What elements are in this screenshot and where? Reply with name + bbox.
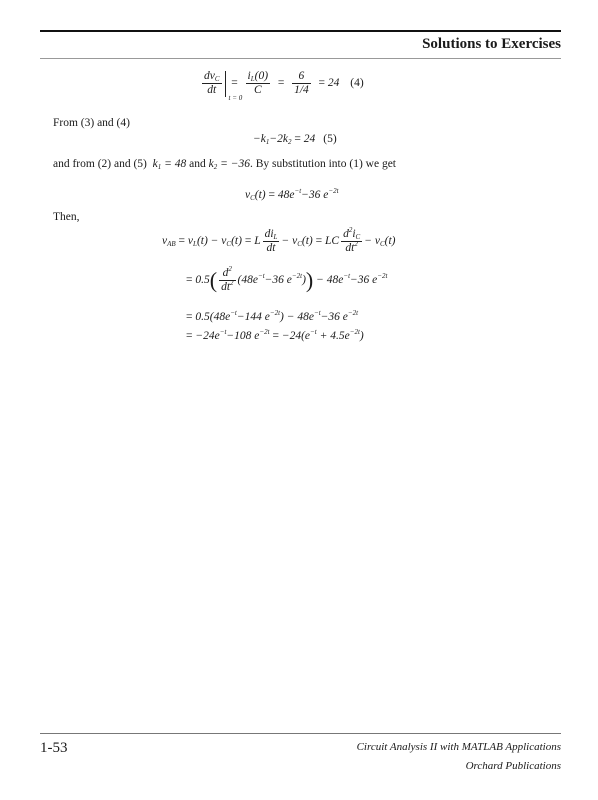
equation-vab-line4: = $-24e^{-t}-108$ $e^{-2t} = -24(e^{-t} + 4.5e^{-2t})$ <box>186 328 364 342</box>
publisher: Orchard Publications <box>465 760 561 772</box>
fraction-6-quarter: $\frac{6}{1/4}$ <box>294 70 309 96</box>
k1-value: 48 <box>174 158 187 170</box>
book-title: Circuit Analysis II with MATLAB Applications <box>356 741 561 753</box>
footer-rule <box>40 733 561 734</box>
fraction-d2ic-dt2: $\frac{d^2i_C}{dt^2}$ <box>343 226 361 254</box>
equation-vc: $v_C(t) = 48e^{-t}-36$ $e^{-2t}$ <box>245 187 339 202</box>
fraction-il0-c: $\frac{i_L(0)}{C}$ <box>247 70 269 96</box>
equation-4: $\frac{dv_C}{dt}$ t = 0 = $\frac{i_L(0)}{C}$ = $\frac{6}{1/4}$ = 24 (4) <box>204 70 364 102</box>
equation-vab-line1: $v_{AB} = v_L(t) - v_C(t) = L$ $\frac{di_L}{dt}$ − $v_C(t)$ = LC $\frac{d^2i_C}{dt^2}$ − $v_C(t)$ <box>162 226 396 254</box>
header-rule <box>40 30 561 32</box>
text-and-from-a: and from (2) and (5) <box>53 158 147 170</box>
equation-vab-line2: = 0.5( $\frac{d^2}{dt^2}$ ($48e^{-t}-36$ $e^{-2t})) - 48e^{-t}-36$ $e^{-2t}$ <box>186 265 388 293</box>
equation-vab-line3: = $0.5(48e^{-t}-144$ $e^{-2t}) - 48e^{-t}-36$ $e^{-2t}$ <box>186 309 359 323</box>
text-and-from-c: . By substitution into (1) we get <box>250 158 396 170</box>
text-then: Then, <box>53 211 80 223</box>
fraction-dvc-dt: $\frac{dv_C}{dt}$ <box>204 70 220 96</box>
k2-value: −36 <box>230 158 251 170</box>
fraction-dil-dt: $\frac{di_L}{dt}$ <box>264 228 278 254</box>
fraction-d2-dt2: $\frac{d^2}{dt^2}$ <box>221 265 234 293</box>
text-and-from <box>53 158 396 170</box>
eq4-number: (4) <box>350 77 364 90</box>
page-number: 1-53 <box>40 740 68 756</box>
k1-eq: $k_1 = 48$ <box>149 158 187 171</box>
evaluation-bar: t = 0 <box>225 71 226 97</box>
equation-5: $-k_1-2k_2 = 24$ (5) <box>253 133 337 146</box>
eq4-value: 24 <box>327 77 340 90</box>
text-from: From (3) and (4) <box>53 117 130 129</box>
header-rule-thin <box>40 58 561 59</box>
eq5-number: (5) <box>323 133 337 145</box>
k2-eq: $k_2 = -36$ <box>208 158 251 171</box>
text-and-from-b: and <box>189 158 206 170</box>
header-title: Solutions to Exercises <box>422 36 561 52</box>
